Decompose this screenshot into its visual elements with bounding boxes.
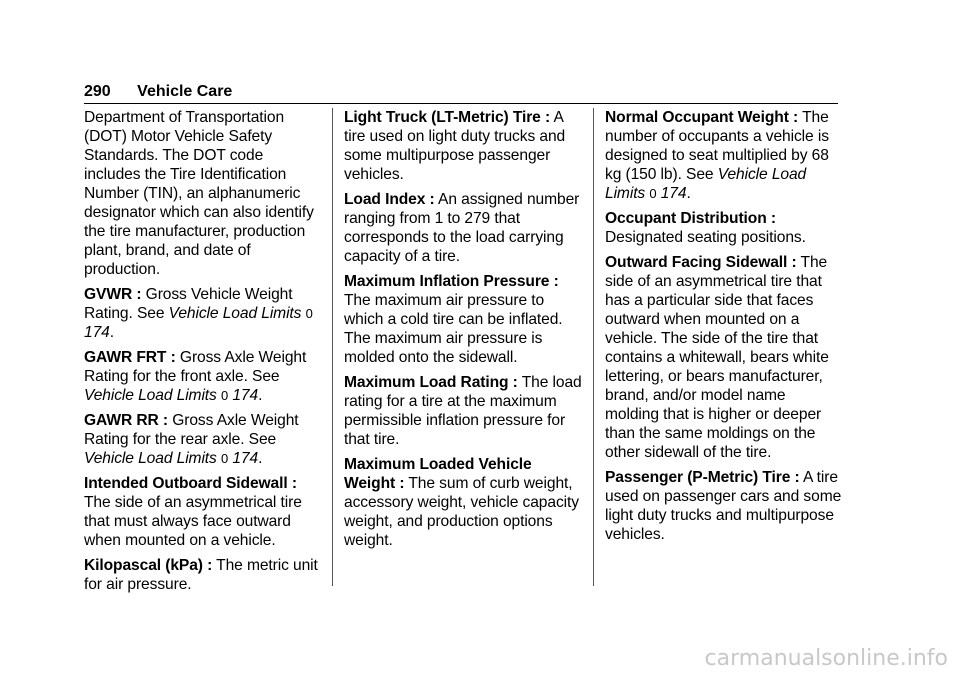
page-header [84,82,232,102]
term: Load Index : [344,191,435,208]
term: Passenger (P-Metric) Tire : [605,469,800,486]
column-1 [84,108,320,600]
page-reference-link[interactable]: 174 [84,324,110,341]
definition-normal-occupant-weight: Normal Occupant Weight : The number of occupants a vehicle is designed to seat multiplied by 68 kg (150 lb). See Vehicle Load Limits 0 174. [605,109,829,202]
definition-outward-facing-sidewall [605,253,843,462]
definition-load-index [344,190,582,266]
definition-text: Gross Vehicle Weight Rating. See [84,286,293,322]
column-2 [344,108,582,556]
header-rule [84,103,838,104]
definition-gawr-frt: GAWR FRT : Gross Axle Weight Rating for the front axle. See Vehicle Load Limits 0 174. [84,349,307,404]
definition-text: The number of occupants a vehicle is designed to seat multiplied by 68 kg (150 lb). See [605,109,829,183]
page-arrow-icon: 0 [305,306,313,321]
definition-text: A tire used on light duty trucks and some multipurpose passenger vehicles. [344,109,566,183]
definition-text: Designated seating positions. [605,229,806,246]
definition-text: A tire used on passenger cars and some light duty trucks and multipurpose vehicles. [605,469,842,543]
definition-text: An assigned number ranging from 1 to 279 that corresponds to the load carrying capacity of a tire. [344,191,580,265]
page-reference-link[interactable]: 174 [656,185,687,202]
definition-light-truck-tire [344,108,582,184]
cross-reference-link[interactable]: Vehicle Load Limits [84,387,217,404]
term: Kilopascal (kPa) : [84,557,213,574]
cross-reference-link[interactable]: Vehicle Load Limits [605,166,807,202]
page-reference-link[interactable]: 174 [228,387,259,404]
definition-maximum-loaded-vehicle-weight [344,455,582,550]
term: Maximum Inflation Pressure : [344,273,559,290]
page-reference-link[interactable]: 174 [228,450,259,467]
definition-text: The sum of curb weight, accessory weight, vehicle capacity weight, and production options weight. [344,475,579,549]
term: Normal Occupant Weight : [605,109,799,126]
definition-gvwr: GVWR : Gross Vehicle Weight Rating. See Vehicle Load Limits 0 174. [84,286,313,341]
page-arrow-icon: 0 [220,451,229,466]
term: Light Truck (LT-Metric) Tire : [344,109,551,126]
cross-reference-link[interactable]: Vehicle Load Limits [84,450,217,467]
definition-text: Gross Axle Weight Rating for the front axle. See [84,349,307,385]
definition-maximum-inflation-pressure [344,272,582,367]
watermark: carmanualsonline.info [704,646,948,671]
column-3 [605,108,843,550]
cross-reference-link[interactable]: Vehicle Load Limits [168,305,302,322]
definition-text: The side of an asymmetrical tire that has a particular side that faces outward when mounted on a vehicle. The side of the tire that contains a whitewall, bears white lettering, or bears manufacturer, brand, and/or model name molding that is higher or deeper than the same moldings on the other sidewall of the tire. [605,254,829,461]
definition-text: The side of an asymmetrical tire that must always face outward when mounted on a vehicle. [84,494,302,549]
definition-occupant-distribution [605,209,843,247]
dot-paragraph: Department of Transportation (DOT) Motor Vehicle Safety Standards. The DOT code includes the Tire Identification Number (TIN), an alphanumeric designator which can also identify the tire manufacturer, production plant, brand, and date of production. [84,109,314,278]
definition-intended-outboard-sidewall [84,474,320,550]
definition-kilopascal [84,556,320,594]
term: Maximum Loaded Vehicle Weight : [344,456,532,492]
definition-maximum-load-rating [344,373,582,449]
section-title: Vehicle Care [137,83,233,100]
page-arrow-icon: 0 [649,186,657,201]
term: Maximum Load Rating : [344,374,518,391]
column-divider-2 [593,108,594,586]
page-number: 290 [84,83,111,100]
term: GVWR : [84,286,142,303]
term: GAWR RR : [84,412,168,429]
definition-text: The maximum air pressure to which a cold tire can be inflated. The maximum air pressure is molded onto the sidewall. [344,292,563,366]
definition-text: The metric unit for air pressure. [84,557,318,593]
column-divider-1 [332,108,333,586]
term: GAWR FRT : [84,349,176,366]
term: Intended Outboard Sidewall : [84,475,297,492]
definition-gawr-rr: GAWR RR : Gross Axle Weight Rating for the rear axle. See Vehicle Load Limits 0 174. [84,412,299,467]
term: Outward Facing Sidewall : [605,254,797,271]
page-arrow-icon: 0 [220,388,229,403]
term: Occupant Distribution : [605,210,776,227]
definition-text: Gross Axle Weight Rating for the rear axle. See [84,412,299,448]
definition-text: The load rating for a tire at the maximum permissible inflation pressure for that tire. [344,374,582,448]
definition-passenger-tire [605,468,843,544]
